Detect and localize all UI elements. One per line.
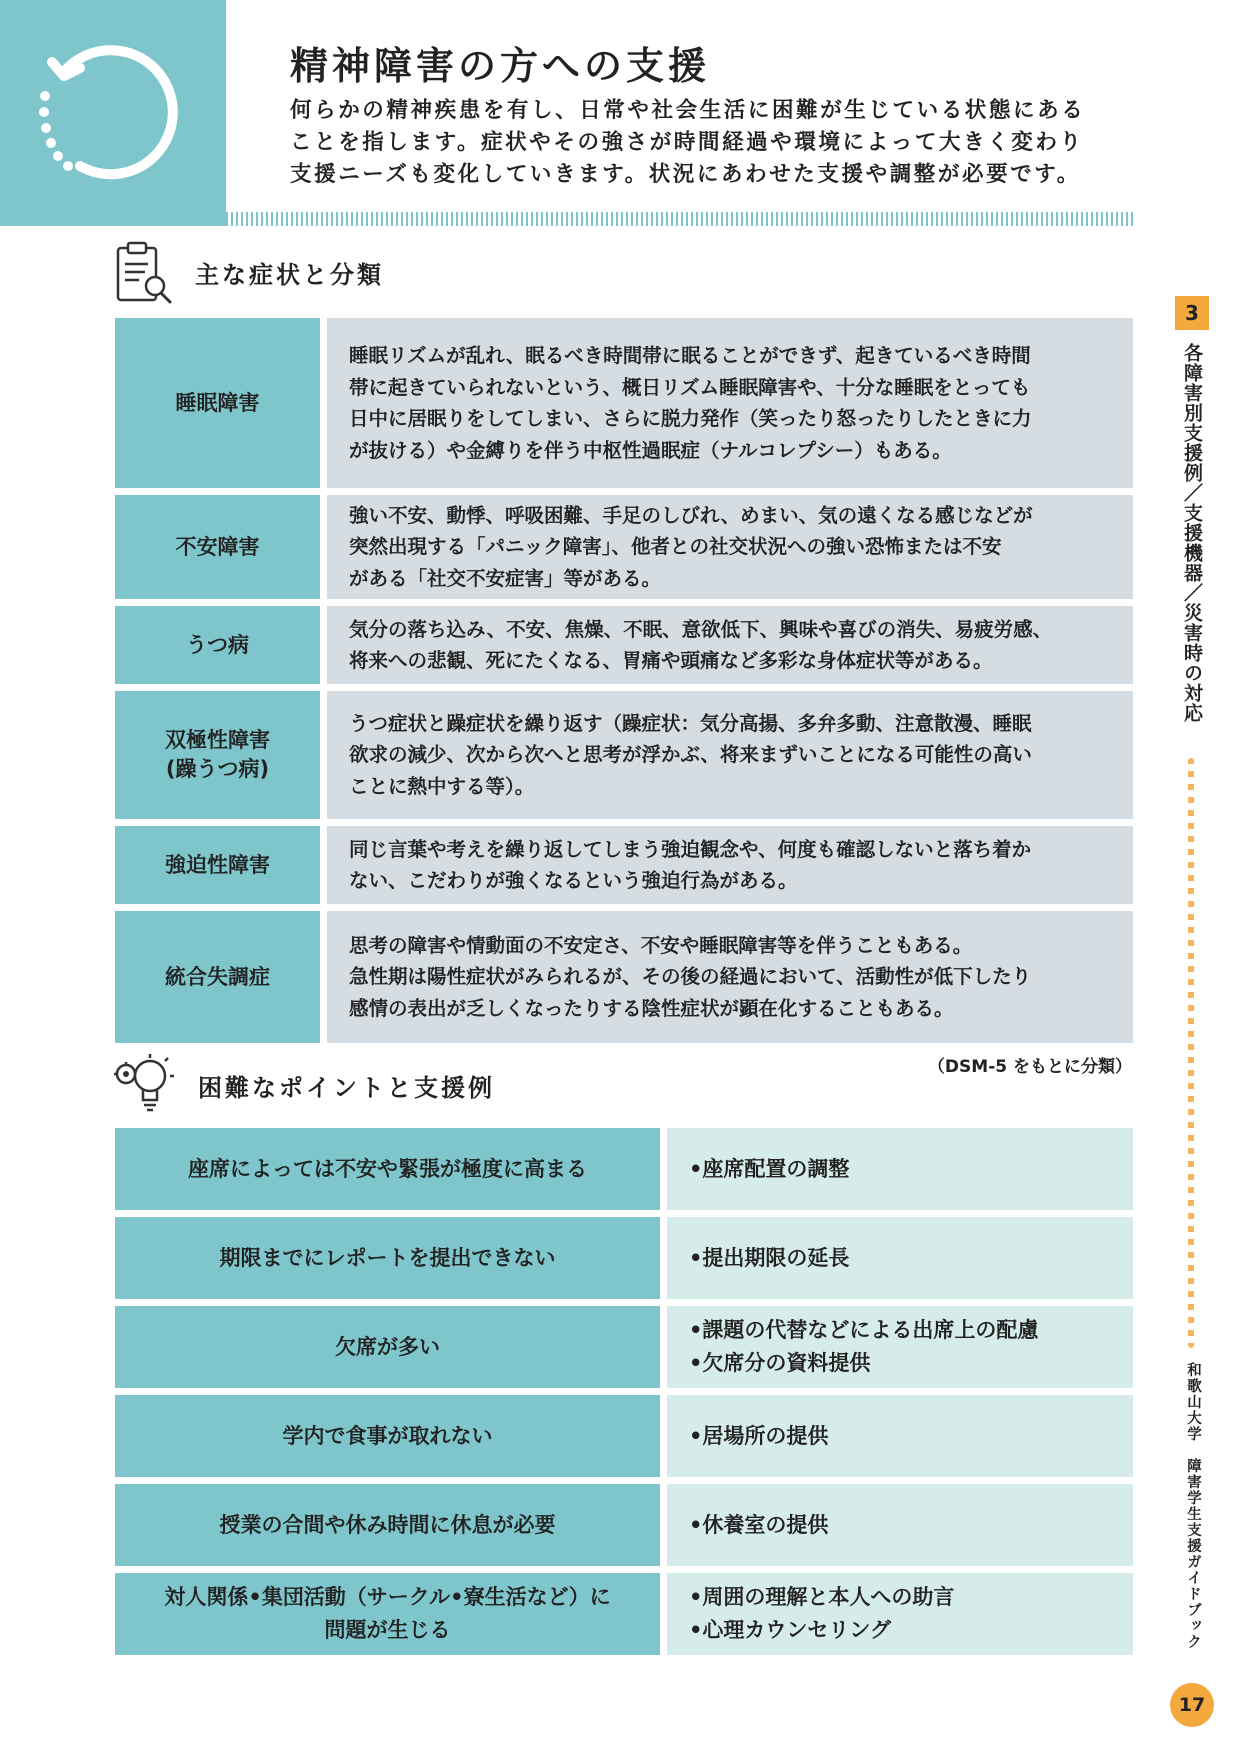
support-cell bbox=[667, 1217, 1133, 1299]
table-row bbox=[115, 1128, 1133, 1210]
table-row bbox=[115, 1573, 1133, 1655]
description-line: 同じ言葉や考えを繰り返してしまう強迫観念や、何度も確認しないと落ち着か bbox=[349, 837, 1032, 861]
book-title: 和歌山大学 障害学生支援ガイドブック bbox=[1185, 1362, 1201, 1650]
description-line: 日中に居眠りをしてしまい、さらに脱力発作（笑ったり怒ったりしたときに力 bbox=[349, 407, 1032, 430]
dotted-divider bbox=[1188, 758, 1194, 1348]
description-line: 感情の表出が乏しくなったりする陰性症状が顕在化することもある。 bbox=[349, 996, 954, 1020]
description-line: ない、こだわりが強くなるという強迫行為がある。 bbox=[349, 869, 798, 892]
description-line: 将来への悲観、死にたくなる、胃痛や頭痛など多彩な身体症状等がある。 bbox=[349, 649, 993, 672]
clipboard-search-icon bbox=[115, 240, 175, 306]
table-row bbox=[115, 1306, 1133, 1388]
support-line: •周囲の理解と本人への助言 bbox=[689, 1585, 955, 1609]
symptom-name: 強迫性障害 bbox=[115, 826, 320, 904]
lightbulb-target-icon bbox=[112, 1050, 178, 1116]
difficulty-line: 授業の合間や休み時間に休息が必要 bbox=[219, 1512, 556, 1537]
table-row bbox=[115, 495, 1133, 599]
difficulty-cell bbox=[115, 1217, 660, 1299]
difficulty-line: 問題が生じる bbox=[324, 1618, 451, 1642]
difficulty-cell bbox=[115, 1306, 660, 1388]
description-line: 強い不安、動悸、呼吸困難、手足のしびれ、めまい、気の遠くなる感じなどが bbox=[349, 503, 1033, 527]
table-row bbox=[115, 1217, 1133, 1299]
support-line: •休養室の提供 bbox=[689, 1512, 829, 1537]
support-line: •居場所の提供 bbox=[689, 1423, 829, 1448]
support-line: •欠席分の資料提供 bbox=[689, 1351, 871, 1375]
intro-line: ことを指します。症状やその強さが時間経過や環境によって大きく変わり bbox=[290, 130, 1084, 155]
difficulty-cell bbox=[115, 1484, 660, 1566]
difficulty-line: 欠席が多い bbox=[335, 1334, 440, 1359]
description-line: ことに熱中する等）。 bbox=[349, 774, 535, 798]
description-line: 気分の落ち込み、不安、焦燥、不眠、意欲低下、興味や喜びの消失、易疲労感、 bbox=[349, 617, 1053, 641]
symptom-name: うつ病 bbox=[115, 606, 320, 684]
description-line: がある「社交不安症害」等がある。 bbox=[349, 566, 662, 590]
difficulty-line: 学内で食事が取れない bbox=[282, 1423, 493, 1448]
intro-line: 支援ニーズも変化していきます。状況にあわせた支援や調整が必要です。 bbox=[290, 162, 1081, 187]
table-row bbox=[115, 318, 1133, 488]
description-line: 突然出現する「パニック障害」、他者との社交状況への強い恐怖または不安 bbox=[349, 535, 1002, 559]
difficulty-cell bbox=[115, 1128, 660, 1210]
table-row bbox=[115, 691, 1133, 819]
symptom-description bbox=[327, 606, 1133, 684]
symptom-description bbox=[327, 318, 1133, 488]
symptoms-heading: 主な症状と分類 bbox=[195, 261, 384, 289]
intro-line: 何らかの精神疾患を有し、日常や社会生活に困難が生じている状態にある bbox=[290, 98, 1086, 123]
difficulty-line: 座席によっては不安や緊張が極度に高まる bbox=[188, 1156, 587, 1181]
support-cell bbox=[667, 1395, 1133, 1477]
difficulty-line: 期限までにレポートを提出できない bbox=[219, 1245, 556, 1270]
symptom-description bbox=[327, 691, 1133, 819]
symptom-name: 不安障害 bbox=[115, 495, 320, 599]
support-cell bbox=[667, 1484, 1133, 1566]
symptoms-table bbox=[115, 318, 1133, 1050]
support-line: •心理カウンセリング bbox=[689, 1618, 892, 1642]
page-title: 精神障害の方への支援 bbox=[290, 44, 711, 88]
support-heading: 困難なポイントと支援例 bbox=[198, 1074, 495, 1102]
support-cell bbox=[667, 1573, 1133, 1655]
description-line: 急性期は陽性症状がみられるが、その後の経過において、活動性が低下したり bbox=[349, 965, 1032, 989]
symptom-name: 統合失調症 bbox=[115, 911, 320, 1043]
description-line: 思考の障害や情動面の不安定さ、不安や睡眠障害等を伴うこともある。 bbox=[349, 933, 973, 957]
description-line: 帯に起きていられないという、概日リズム睡眠障害や、十分な睡眠をとっても bbox=[349, 375, 1031, 399]
refresh-arrow-icon bbox=[0, 0, 226, 226]
description-line: うつ症状と躁症状を繰り返す（躁症状：気分高揚、多弁多動、注意散漫、睡眠 bbox=[349, 711, 1032, 735]
symptom-name: 双極性障害 (躁うつ病) bbox=[115, 691, 320, 819]
description-line: 欲求の減少、次から次へと思考が浮かぶ、将来まずいことになる可能性の高い bbox=[349, 743, 1032, 767]
table-row bbox=[115, 911, 1133, 1043]
support-line: •提出期限の延長 bbox=[689, 1245, 850, 1270]
table-row bbox=[115, 1484, 1133, 1566]
support-cell bbox=[667, 1306, 1133, 1388]
stripe-divider bbox=[226, 212, 1134, 226]
table-row bbox=[115, 826, 1133, 904]
description-line: が抜ける）や金縛りを伴う中枢性過眠症（ナルコレプシー）もある。 bbox=[349, 438, 952, 462]
page-number: 17 bbox=[1170, 1683, 1214, 1727]
support-table bbox=[115, 1128, 1133, 1662]
source-note: （DSM-5 をもとに分類） bbox=[927, 1057, 1132, 1077]
difficulty-cell bbox=[115, 1573, 660, 1655]
chapter-title: 各障害別支援例／支援機器／災害時の対応 bbox=[1181, 343, 1203, 723]
support-line: •座席配置の調整 bbox=[689, 1156, 850, 1181]
intro-text bbox=[290, 95, 1130, 191]
symptom-description bbox=[327, 495, 1133, 599]
difficulty-line: 対人関係•集団活動（サークル•寮生活など）に bbox=[164, 1585, 611, 1609]
symptom-name: 睡眠障害 bbox=[115, 318, 320, 488]
corner-block bbox=[0, 0, 226, 226]
symptom-description bbox=[327, 826, 1133, 904]
support-line: •課題の代替などによる出席上の配慮 bbox=[689, 1318, 1039, 1342]
chapter-number-badge: 3 bbox=[1175, 296, 1209, 330]
table-row bbox=[115, 1395, 1133, 1477]
symptom-description bbox=[327, 911, 1133, 1043]
description-line: 睡眠リズムが乱れ、眠るべき時間帯に眠ることができず、起きているべき時間 bbox=[349, 344, 1031, 367]
table-row bbox=[115, 606, 1133, 684]
support-cell bbox=[667, 1128, 1133, 1210]
difficulty-cell bbox=[115, 1395, 660, 1477]
